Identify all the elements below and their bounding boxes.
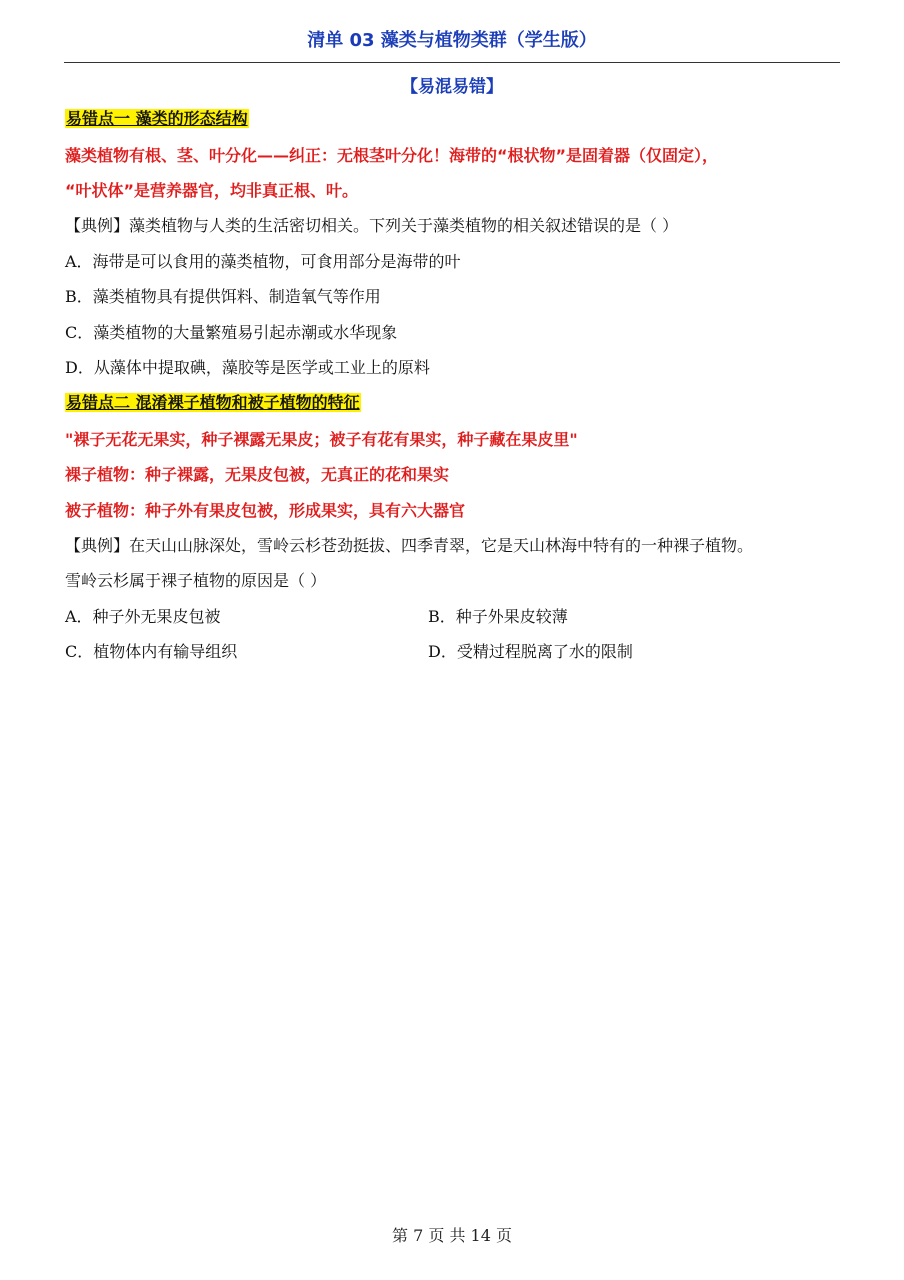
point2-note-line-3: 被子植物：种子外有果皮包被，形成果实，具有六大器官: [65, 501, 466, 520]
point2-title-line: [65, 392, 361, 414]
header-divider: [64, 62, 840, 63]
point1-option-d: D．从藻体中提取碘，藻胶等是医学或工业上的原料: [65, 358, 430, 377]
point2-option-b: B．种子外果皮较薄: [428, 607, 568, 626]
point2-note-line-2: 裸子植物：种子裸露，无果皮包被，无真正的花和果实: [65, 465, 450, 484]
page-number: 第 7 页 共 14 页: [392, 1226, 512, 1245]
page-title: 清单 03 藻类与植物类群（学生版）: [307, 30, 597, 51]
point1-note-line-2: “叶状体”是营养器官，均非真正根、叶。: [65, 181, 359, 200]
point2-option-d: D．受精过程脱离了水的限制: [428, 642, 633, 661]
point1-option-c: C．藻类植物的大量繁殖易引起赤潮或水华现象: [65, 323, 398, 342]
point2-title: 易错点二 混淆裸子植物和被子植物的特征: [66, 393, 360, 412]
point1-note-line-1: 藻类植物有根、茎、叶分化——纠正：无根茎叶分化！海带的“根状物”是固着器（仅固定），: [65, 146, 719, 165]
point1-title-line: [65, 108, 249, 130]
point1-title: 易错点一 藻类的形态结构: [66, 109, 248, 128]
point2-option-a: A．种子外无果皮包被: [65, 607, 221, 626]
point2-example-stem-line-1: 【典例】在天山山脉深处，雪岭云杉苍劲挺拔、四季青翠，它是天山林海中特有的一种裸子植物。: [65, 536, 754, 555]
point2-example-stem-line-2: 雪岭云杉属于裸子植物的原因是（ ）: [65, 571, 327, 590]
point1-example-stem: 【典例】藻类植物与人类的生活密切相关。下列关于藻类植物的相关叙述错误的是（ ）: [65, 216, 679, 235]
point2-option-c: C．植物体内有输导组织: [65, 642, 238, 661]
point2-note-line-1: "裸子无花无果实，种子裸露无果皮；被子有花有果实，种子藏在果皮里": [65, 430, 578, 449]
point1-option-b: B．藻类植物具有提供饵料、制造氧气等作用: [65, 287, 381, 306]
section-heading: 【易混易错】: [401, 77, 503, 97]
point1-option-a: A．海带是可以食用的藻类植物，可食用部分是海带的叶: [65, 252, 461, 271]
